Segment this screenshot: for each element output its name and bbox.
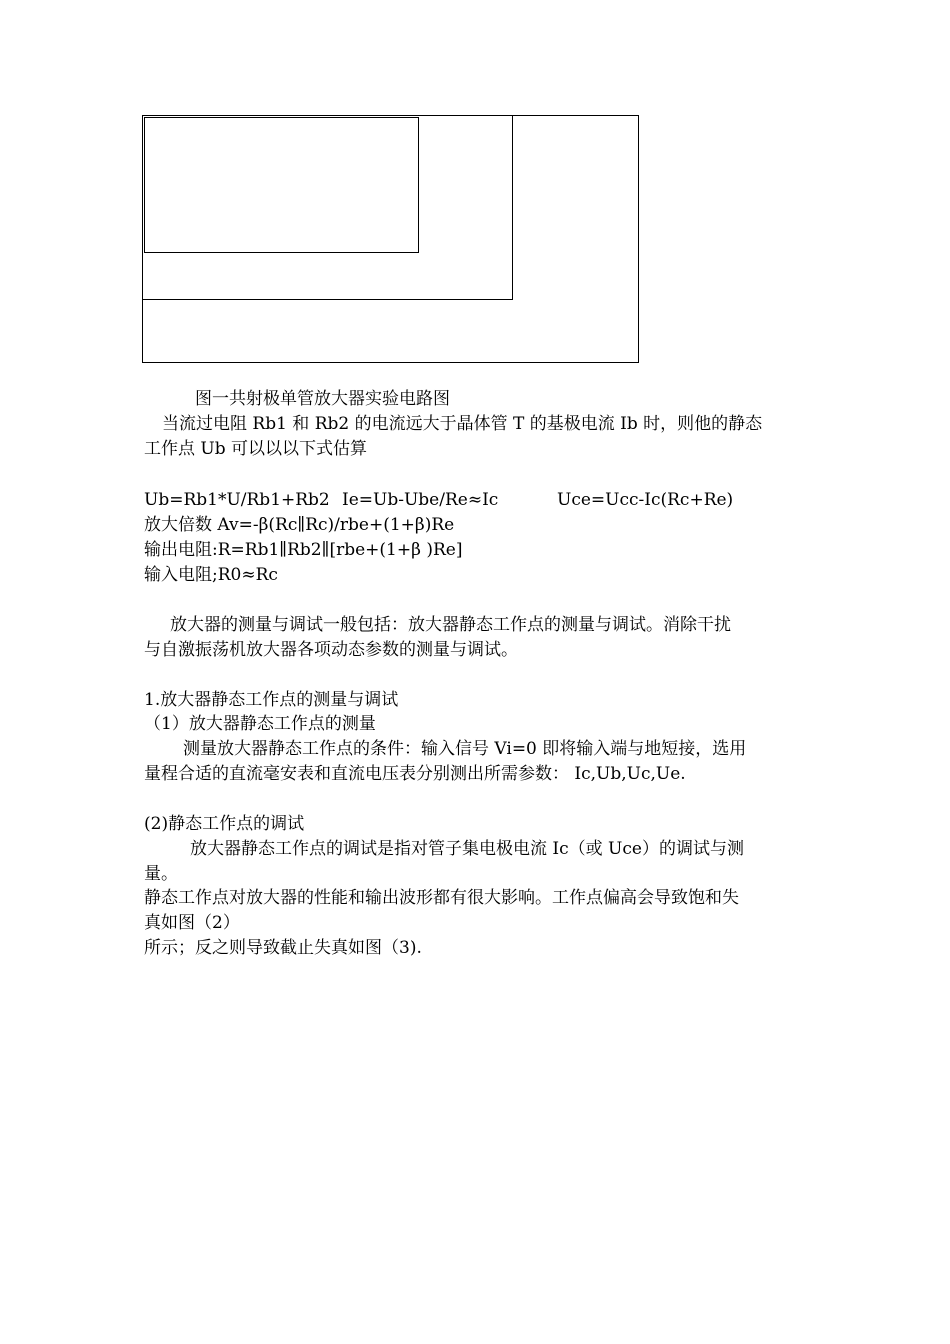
paragraph-line: 真如图（2） <box>144 913 240 933</box>
formula-ub: Ub=Rb1*U/Rb1+Rb2 <box>144 490 330 510</box>
paragraph-line: 静态工作点对放大器的性能和输出波形都有很大影响。工作点偏高会导致饱和失 <box>144 888 739 908</box>
section-heading: 1.放大器静态工作点的测量与调试 <box>144 690 399 710</box>
paragraph-line: 测量放大器静态工作点的条件：输入信号 Vi=0 即将输入端与地短接，选用 <box>183 739 747 759</box>
paragraph-line: 放大器静态工作点的调试是指对管子集电极电流 Ic（或 Uce）的调试与测 <box>190 839 744 859</box>
subsection-heading: （1）放大器静态工作点的测量 <box>144 714 376 734</box>
formula-gain: 放大倍数 Av=-β(Rc∥Rc)/rbe+(1+β)Re <box>144 515 455 535</box>
paragraph-line: 量。 <box>144 864 178 884</box>
formula-uce: Uce=Ucc-Ic(Rc+Re) <box>557 490 734 510</box>
formula-output-resistance: 输出电阻:R=Rb1∥Rb2∥[rbe+(1+β )Re] <box>144 540 463 560</box>
paragraph-line: 与自激振荡机放大器各项动态参数的测量与调试。 <box>144 640 518 660</box>
paragraph-line: 当流过电阻 Rb1 和 Rb2 的电流远大于晶体管 T 的基极电流 Ib 时，则他的静态 <box>162 414 763 434</box>
formula-input-resistance: 输入电阻;R0≈Rc <box>144 565 278 585</box>
formula-ie: Ie=Ub-Ube/Re≈Ic <box>342 490 499 510</box>
subsection-heading: (2)静态工作点的调试 <box>144 814 305 834</box>
figure-caption: 图一共射极单管放大器实验电路图 <box>195 389 450 409</box>
paragraph-line: 量程合适的直流毫安表和直流电压表分别测出所需参数： Ic,Ub,Uc,Ue. <box>144 764 686 784</box>
paragraph-line: 所示；反之则导致截止失真如图（3). <box>144 938 422 958</box>
paragraph-line: 放大器的测量与调试一般包括：放大器静态工作点的测量与调试。消除干扰 <box>170 615 731 635</box>
paragraph-line: 工作点 Ub 可以以以下式估算 <box>144 439 368 459</box>
figure-frame-inner <box>144 117 419 253</box>
